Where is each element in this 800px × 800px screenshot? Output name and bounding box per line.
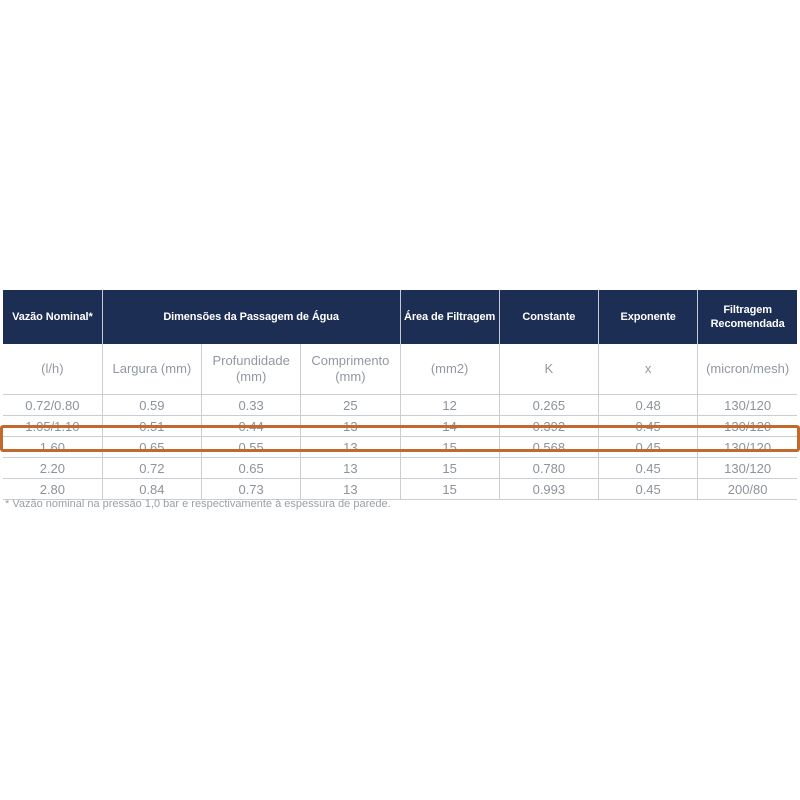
data-cell: 200/80 [698,479,797,500]
data-cell: 0.993 [499,479,598,500]
footnote: * Vazão nominal na pressão 1,0 bar e respectivamente à espessura de parede. [5,498,391,510]
data-cell: 130/120 [698,416,797,437]
data-cell: 0.65 [202,458,301,479]
data-cell: 0.72 [102,458,201,479]
table-units-row [3,344,797,395]
data-cell: 0.59 [102,395,201,416]
spec-table-container [3,290,797,500]
data-cell: 130/120 [698,458,797,479]
data-cell: 0.72/0.80 [3,395,102,416]
data-cell: 0.45 [599,416,698,437]
table-row-highlighted [3,437,797,458]
data-cell: 13 [301,437,400,458]
data-cell: 15 [400,437,499,458]
data-cell: 0.45 [599,479,698,500]
data-cell: 13 [301,416,400,437]
data-cell: 0.51 [102,416,201,437]
data-cell: 0.265 [499,395,598,416]
unit-cell-k: K [499,344,598,395]
data-cell: 25 [301,395,400,416]
data-cell: 1.60 [3,437,102,458]
data-cell: 0.65 [102,437,201,458]
data-cell: 13 [301,479,400,500]
table-row [3,458,797,479]
header-vazao-nominal: Vazão Nominal* [3,290,102,344]
header-dimensoes-passagem-agua: Dimensões da Passagem de Água [102,290,400,344]
header-filtragem-recomendada: Filtragem Recomendada [698,290,797,344]
data-cell: 2.80 [3,479,102,500]
header-area-filtragem: Área de Filtragem [400,290,499,344]
data-cell: 0.48 [599,395,698,416]
header-constante: Constante [499,290,598,344]
unit-cell-comprimento: Comprimento (mm) [301,344,400,395]
data-cell: 15 [400,458,499,479]
data-cell: 0.392 [499,416,598,437]
unit-cell-largura: Largura (mm) [102,344,201,395]
data-cell: 12 [400,395,499,416]
data-cell: 0.568 [499,437,598,458]
data-cell: 0.84 [102,479,201,500]
table-row [3,395,797,416]
data-cell: 15 [400,479,499,500]
unit-cell-profundidade: Profundidade (mm) [202,344,301,395]
data-cell: 0.33 [202,395,301,416]
header-exponente: Exponente [599,290,698,344]
data-cell: 130/120 [698,437,797,458]
data-cell: 0.45 [599,437,698,458]
data-cell: 0.44 [202,416,301,437]
data-cell: 0.780 [499,458,598,479]
data-cell: 0.73 [202,479,301,500]
unit-cell-lh: (l/h) [3,344,102,395]
unit-cell-mm2: (mm2) [400,344,499,395]
data-cell: 130/120 [698,395,797,416]
data-cell: 1.05/1.10 [3,416,102,437]
data-cell: 13 [301,458,400,479]
table-header-row [3,290,797,344]
table-row [3,416,797,437]
data-cell: 2.20 [3,458,102,479]
spec-table [3,290,797,500]
data-cell: 0.55 [202,437,301,458]
data-cell: 14 [400,416,499,437]
unit-cell-x: x [599,344,698,395]
data-cell: 0.45 [599,458,698,479]
unit-cell-micron-mesh: (micron/mesh) [698,344,797,395]
